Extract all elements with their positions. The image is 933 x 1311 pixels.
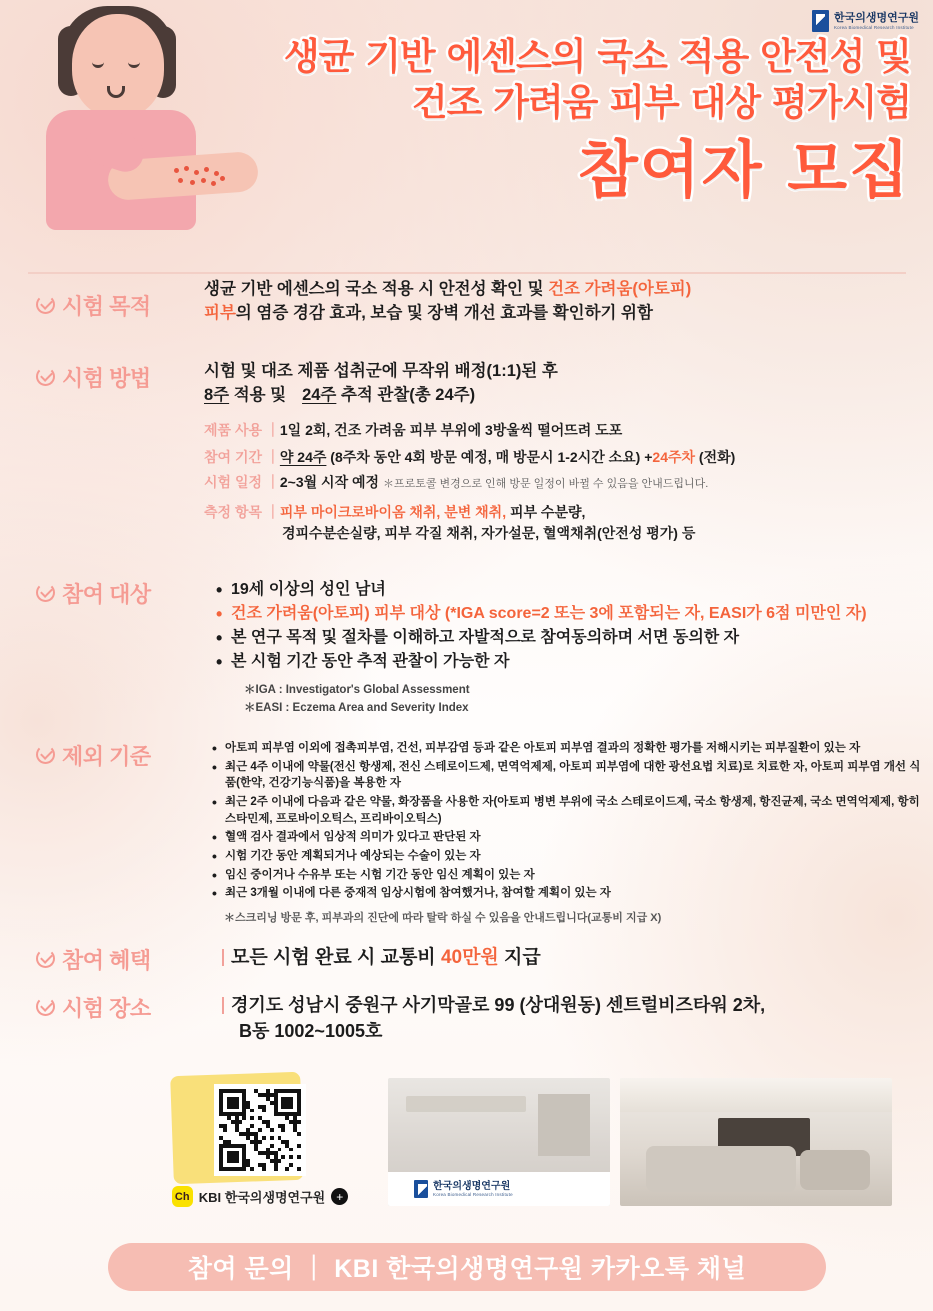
list-item: • 임신 중이거나 수유부 또는 시험 기간 동안 임신 계획이 있는 자 xyxy=(212,867,930,884)
method-line-2-text-a: 적용 및ㅤ xyxy=(229,385,303,404)
method-row-measure-value-b: 피부 수분량, xyxy=(506,504,586,521)
photo-sofa-shape xyxy=(646,1146,796,1192)
section-purpose xyxy=(0,278,933,346)
logo-mark-icon xyxy=(812,10,829,32)
section-location-heading xyxy=(36,992,151,1023)
footer-contact-banner[interactable] xyxy=(108,1243,826,1291)
title-line-1: 생균 기반 에센스의 국소 적용 안전성 및 xyxy=(283,35,911,78)
facility-photo-lounge xyxy=(620,1078,892,1206)
header-divider xyxy=(28,272,906,274)
method-row-schedule-label: 시험 일정 xyxy=(204,474,262,491)
photo-logo-korean: 한국의생명연구원 xyxy=(433,1181,511,1192)
list-item: • 건조 가려움(아토피) 피부 대상 (*IGA score=2 또는 3에 포함되는 자, EASI가 6점 미만인 자) xyxy=(216,602,933,626)
list-item: • 아토피 피부염 이외에 접촉피부염, 건선, 피부감염 등과 같은 아토피 피부염 결과의 정확한 평가를 저해시키는 피부질환이 있는 자 xyxy=(212,740,930,757)
section-location-body xyxy=(222,992,933,1044)
subjects-note-easi: ＊EASI : Eczema Area and Severity Index xyxy=(244,702,469,715)
method-row-measure-label: 측정 항목 xyxy=(204,504,262,521)
method-row-product: 제품 사용 ｜1일 2회, 건조 가려움 피부 부위에 3방울씩 떨어뜨려 도포 xyxy=(204,421,623,438)
vertical-bar xyxy=(222,949,224,966)
purpose-line-2 xyxy=(204,302,933,326)
subjects-note-iga: ＊IGA : Investigator's Global Assessment xyxy=(244,684,470,696)
section-purpose-heading-label: 시험 목적 xyxy=(62,294,151,319)
exclusion-note: ＊스크리닝 방문 후, 피부과의 진단에 따라 탈락 하실 수 있음을 안내드립니다(교통비 지급 X) xyxy=(224,912,662,925)
media-row xyxy=(0,1078,933,1218)
method-row-measure-value-c: 경피수분손실량, 피부 각질 채취, 자가설문, 혈액채취(안전성 평가) 등 xyxy=(282,524,696,541)
method-row-measure: 측정 항목 ｜피부 마이크로바이옴 채취, 분변 채취, 피부 수분량, 경피수분손실량, 피부 각질 채취, 자가설문, 혈액채취(안전성 평가) 등 xyxy=(204,502,933,543)
title-line-3: 참여자 모집 xyxy=(577,132,911,206)
benefit-text-a: 모든 시험 완료 시 교통비 xyxy=(231,947,441,968)
logo-text-korean: 한국의생명연구원 xyxy=(833,12,919,25)
check-icon xyxy=(36,745,55,764)
kakao-channel-icon: Ch xyxy=(172,1186,193,1207)
check-icon xyxy=(36,295,55,314)
logo-mark-icon xyxy=(414,1180,428,1198)
location-line-2: B동 1002~1005호 xyxy=(239,1021,383,1042)
method-line-2-text-b: 추적 관찰(총 24주) xyxy=(336,385,476,404)
method-row-period-value-b: (8주차 동안 4회 방문 예정, 매 방문시 1-2시간 소요) + xyxy=(326,449,653,466)
section-method-heading xyxy=(36,362,151,393)
method-row-period: 참여 기간 ｜약 24주 (8주차 동안 4회 방문 예정, 매 방문시 1-2시간 소요) +24주차 (전화) xyxy=(204,449,736,466)
photo-logo-band xyxy=(388,1172,610,1206)
facility-photo-lobby xyxy=(388,1078,610,1206)
exclusion-list xyxy=(212,740,930,902)
method-row-product-value: 1일 2회, 건조 가려움 피부 부위에 3방울씩 떨어뜨려 도포 xyxy=(279,421,623,438)
footer-contact-text: 참여 문의 ｜ KBI 한국의생명연구원 카카오톡 채널 xyxy=(187,1255,747,1283)
check-icon xyxy=(36,367,55,386)
photo-logo-english: Korea Biomedical Research Institute xyxy=(433,1192,513,1197)
subjects-list xyxy=(216,578,933,674)
method-row-measure-value-a: 피부 마이크로바이옴 채취, 분변 채취, xyxy=(279,504,507,521)
logo-text-english: Korea Biomedical Research Institute xyxy=(833,24,914,30)
list-item: • 최근 4주 이내에 약물(전신 항생제, 전신 스테로이드제, 면역억제제, 아토피 피부염에 대한 광선요법 치료)로 치료한 자, 아토피 피부염 개선 식품(한약, 건강기능식품)을 복용한 자 xyxy=(212,759,930,792)
kakao-channel-label: KBI 한국의생명연구원 xyxy=(198,1190,326,1205)
qr-block[interactable] xyxy=(160,1078,360,1207)
section-subjects-heading xyxy=(36,578,151,609)
benefit-text xyxy=(222,944,933,972)
purpose-line-1-highlight: 건조 가려움(아토피) xyxy=(548,280,692,298)
title-line-2: 건조 가려움 피부 대상 평가시험 xyxy=(411,80,911,124)
list-item: • 혈액 검사 결과에서 임상적 의미가 있다고 판단된 자 xyxy=(212,829,930,846)
section-method xyxy=(0,360,933,572)
section-benefit-heading xyxy=(36,944,151,975)
vertical-bar xyxy=(222,997,224,1014)
section-location xyxy=(0,992,933,1052)
section-benefit-heading-label: 참여 혜택 xyxy=(62,948,151,973)
photo-wall-shape xyxy=(406,1096,526,1112)
method-row-period-value-d: (전화) xyxy=(695,449,736,466)
section-exclusion-heading-label: 제외 기준 xyxy=(62,744,151,769)
location-line-1 xyxy=(222,992,933,1018)
section-purpose-heading xyxy=(36,290,151,321)
photo-ceiling-shape xyxy=(620,1078,892,1112)
poster-title xyxy=(0,34,933,209)
location-address-line-1: 경기도 성남시 중원구 사기막골로 99 (상대원동) 센트럴비즈타워 2차, xyxy=(231,995,766,1015)
purpose-line-1-text: 생균 기반 에센스의 국소 적용 시 안전성 확인 및 xyxy=(204,280,549,298)
list-item: • 19세 이상의 성인 남녀 xyxy=(216,578,933,602)
section-subjects xyxy=(0,578,933,738)
method-row-period-value-a: 약 24주 xyxy=(279,449,327,466)
poster-content xyxy=(0,278,933,1052)
section-subjects-body xyxy=(216,578,933,718)
check-icon xyxy=(36,583,55,602)
method-row-product-label: 제품 사용 xyxy=(204,421,262,438)
method-line-2 xyxy=(204,384,933,408)
qr-code[interactable] xyxy=(214,1084,306,1176)
list-item: • 시험 기간 동안 계획되거나 예상되는 수술이 있는 자 xyxy=(212,848,930,865)
qr-code-grid xyxy=(219,1089,301,1171)
list-item: • 본 시험 기간 동안 추적 관찰이 가능한 자 xyxy=(216,650,933,674)
section-benefit xyxy=(0,944,933,988)
section-location-heading-label: 시험 장소 xyxy=(62,996,151,1021)
section-exclusion xyxy=(0,740,933,940)
method-row-schedule: 시험 일정 ｜2~3월 시작 예정 ＊프로토콜 변경으로 인해 방문 일정이 바뀔 수 있음을 안내드립니다. xyxy=(204,474,709,491)
section-purpose-body xyxy=(204,278,933,326)
section-method-body xyxy=(204,360,933,543)
check-icon xyxy=(36,997,55,1016)
kakao-channel-row[interactable] xyxy=(160,1186,360,1207)
purpose-line-1 xyxy=(204,278,933,302)
section-exclusion-body xyxy=(212,740,930,925)
photo-armchair-shape xyxy=(800,1150,870,1190)
plus-icon[interactable]: + xyxy=(331,1188,348,1205)
section-method-heading-label: 시험 방법 xyxy=(62,366,151,391)
method-row-schedule-value: 2~3월 시작 예정 xyxy=(279,474,380,491)
photo-door-shape xyxy=(538,1094,590,1156)
section-exclusion-heading xyxy=(36,740,151,771)
method-row-schedule-note: ＊프로토콜 변경으로 인해 방문 일정이 바뀔 수 있음을 안내드립니다. xyxy=(382,478,709,491)
benefit-amount: 40만원 xyxy=(440,947,499,968)
method-row-period-label: 참여 기간 xyxy=(204,449,262,466)
method-duration-followup: 24주 xyxy=(302,385,337,404)
check-icon xyxy=(36,949,55,968)
purpose-line-2-text: 의 염증 경감 효과, 보습 및 장벽 개선 효과를 확인하기 위함 xyxy=(235,303,653,322)
institute-logo xyxy=(812,10,919,32)
list-item: • 본 연구 목적 및 절차를 이해하고 자발적으로 참여동의하며 서면 동의한 자 xyxy=(216,626,933,650)
benefit-text-c: 지급 xyxy=(498,947,541,968)
section-subjects-heading-label: 참여 대상 xyxy=(62,582,151,607)
method-duration-apply: 8주 xyxy=(204,385,230,404)
section-benefit-body xyxy=(222,944,933,972)
list-item: • 최근 2주 이내에 다음과 같은 약물, 화장품을 사용한 자(아토피 병변 부위에 국소 스테로이드제, 국소 항생제, 항진균제, 국소 면역억제제, 항히스타민제, 프로바이오틱스, 프리바이오틱스) xyxy=(212,794,930,827)
method-row-period-value-c: 24주차 xyxy=(652,449,696,466)
method-line-1: 시험 및 대조 제품 섭취군에 무작위 배정(1:1)된 후 xyxy=(204,362,558,380)
purpose-line-2-highlight: 피부 xyxy=(204,303,236,322)
list-item: • 최근 3개월 이내에 다른 중재적 임상시험에 참여했거나, 참여할 계획이 있는 자 xyxy=(212,885,930,902)
